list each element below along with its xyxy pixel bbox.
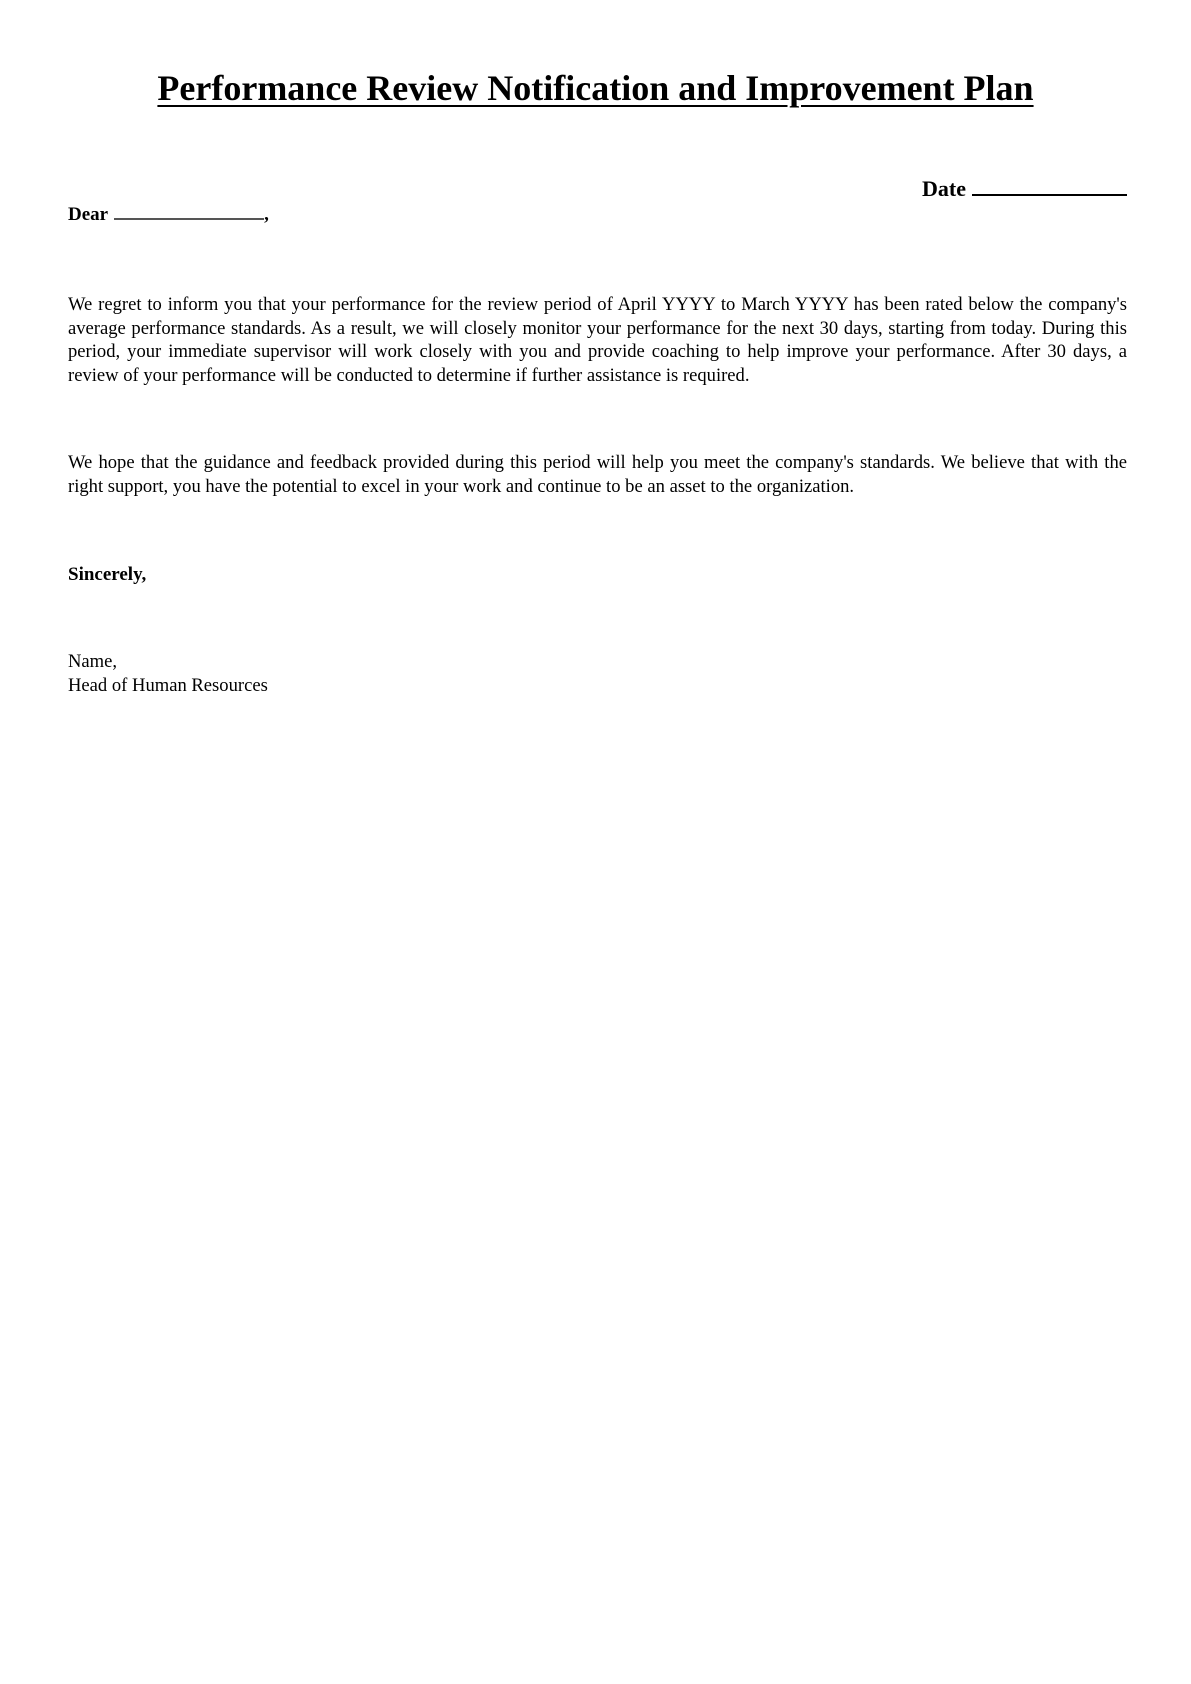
- salutation-comma: ,: [264, 204, 269, 225]
- signature-name: Name,: [68, 651, 118, 672]
- date-blank-line[interactable]: [972, 192, 1127, 196]
- document-title: [0, 66, 1191, 110]
- closing: Sincerely,: [68, 564, 147, 585]
- body-paragraph-2: We hope that the guidance and feedback provided during this period will help you meet the company's standards. We believe that with the right support, you have the potential to excel in your work and continue to be an asset to the organization.: [68, 452, 1127, 497]
- document-title-text: Performance Review Notification and Improvement Plan: [157, 68, 1034, 108]
- date-field: [922, 176, 1127, 202]
- body-paragraph-1: We regret to inform you that your performance for the review period of April YYYY to March YYYY has been rated below the company's average performance standards. As a result, we will closely monitor your performance for the next 30 days, starting from today. During this period, your immediate supervisor will work closely with you and provide coaching to help improve your performance. After 30 days, a review of your performance will be conducted to determine if further assistance is required.: [68, 294, 1127, 386]
- date-label: Date: [922, 176, 966, 201]
- recipient-blank-line[interactable]: [114, 216, 264, 220]
- salutation-label: Dear: [68, 204, 109, 225]
- signature-title: Head of Human Resources: [68, 675, 268, 696]
- salutation: [68, 203, 269, 227]
